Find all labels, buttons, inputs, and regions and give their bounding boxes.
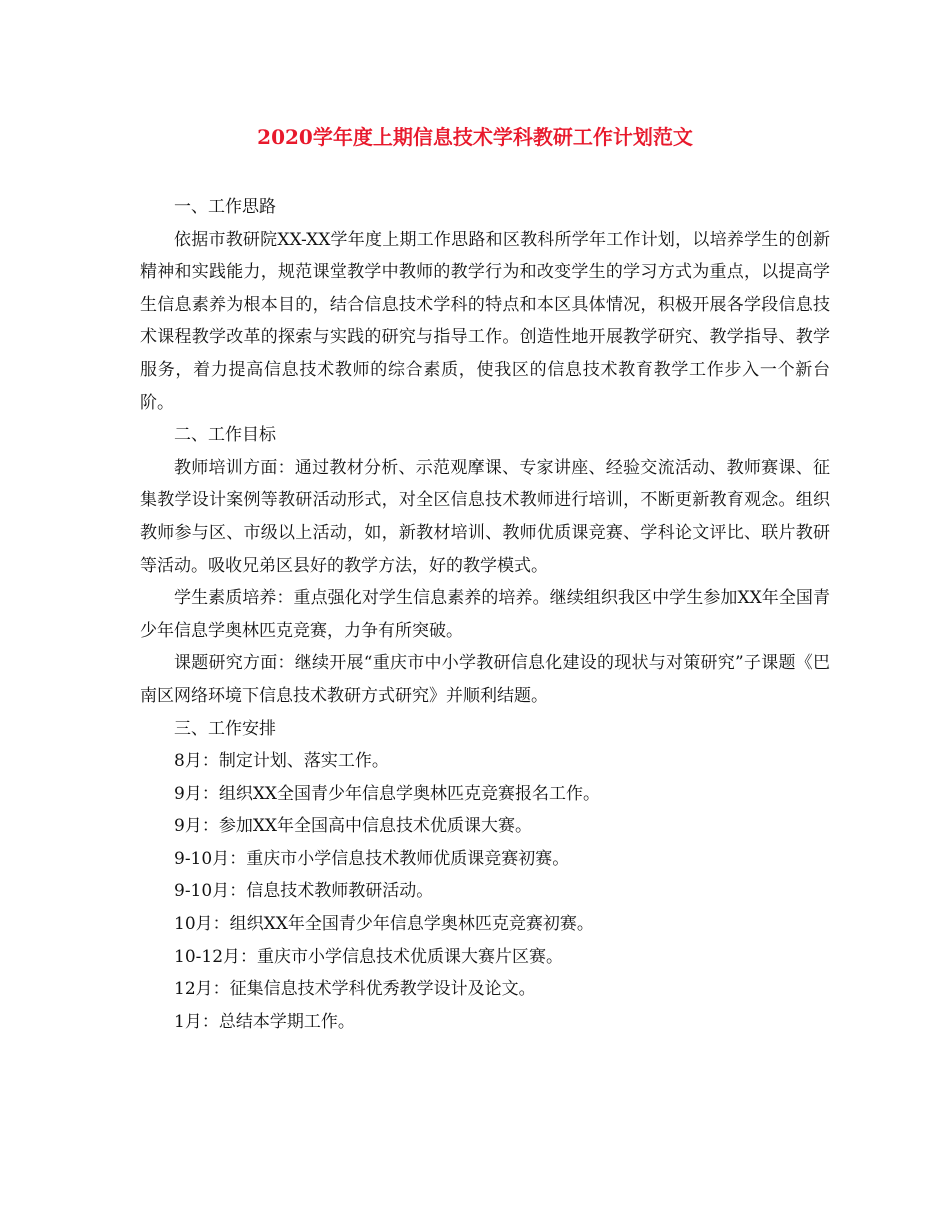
document-title: 2020学年度上期信息技术学科教研工作计划范文 (257, 125, 693, 149)
schedule-item: 10月：组织XX年全国青少年信息学奥林匹克竞赛初赛。 (174, 914, 594, 935)
schedule-item: 9-10月：信息技术教师教研活动。 (174, 881, 434, 902)
section-heading-work-approach: 一、工作思路 (174, 197, 276, 217)
section-heading-work-goals: 二、工作目标 (174, 425, 276, 446)
schedule-item: 9月：组织XX全国青少年信息学奥林匹克竞赛报名工作。 (174, 783, 601, 804)
paragraph-teacher-training: 教师培训方面：通过教材分析、示范观摩课、专家讲座、经验交流活动、教师赛课、征集教学设计案例等教研活动形式，对全区信息技术教师进行培训，不断更新教育观念。组织教师参与区、市级以上活动，如，新教材培训、教师优质课竞赛、学科论文评比、联片教研等活动。吸收兄弟区县好的教学方法，好的教学模式。 (140, 457, 830, 576)
schedule-item: 8月：制定计划、落实工作。 (174, 751, 389, 772)
paragraph-work-approach: 依据市教研院XX-XX学年度上期工作思路和区教科所学年工作计划，以培养学生的创新精神和实践能力，规范课堂教学中教师的教学行为和改变学生的学习方式为重点，以提高学生信息素养为根本目的，结合信息技术学科的特点和本区具体情况，积极开展各学段信息技术课程教学改革的探索与实践的研究与指导工作。创造性地开展教学研究、教学指导、教学服务，着力提高信息技术教师的综合素质，使我区的信息技术教育教学工作步入一个新台阶。 (140, 229, 830, 413)
schedule-item: 9-10月：重庆市小学信息技术教师优质课竞赛初赛。 (174, 848, 570, 869)
schedule-item: 12月：征集信息技术学科优秀教学设计及论文。 (174, 979, 536, 1000)
document-body (140, 191, 830, 1038)
section-heading-work-schedule: 三、工作安排 (174, 718, 276, 739)
schedule-item: 10-12月：重庆市小学信息技术优质课大赛片区赛。 (174, 946, 564, 967)
schedule-item: 9月：参加XX年全国高中信息技术优质课大赛。 (174, 816, 533, 837)
paragraph-research-project: 课题研究方面：继续开展“重庆市中小学教研信息化建设的现状与对策研究”子课题《巴南区网络环境下信息技术教研方式研究》并顺利结题。 (140, 653, 830, 706)
paragraph-student-quality: 学生素质培养：重点强化对学生信息素养的培养。继续组织我区中学生参加XX年全国青少年信息学奥林匹克竞赛，力争有所突破。 (140, 588, 830, 641)
schedule-item: 1月：总结本学期工作。 (174, 1011, 355, 1032)
